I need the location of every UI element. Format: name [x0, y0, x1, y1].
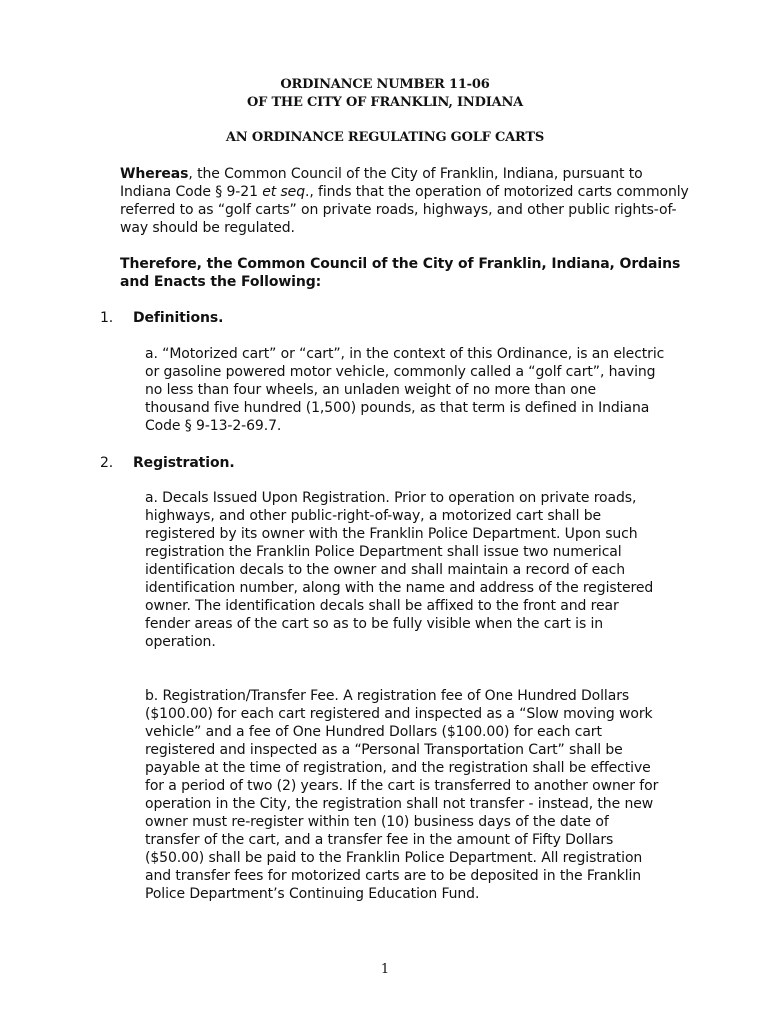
- section-definitions-heading: [100, 309, 223, 327]
- whereas-italic: et seq: [262, 184, 305, 200]
- definition-item-a: a. “Motorized cart” or “cart”, in the context of this Ordinance, is an electric or gasoline powered motor vehicle, commonly called a “golf cart”, having no less than four wheels, an unladen weight of no more than one thousand five hundred (1,500) pounds, as that term is defined in Indiana Code § 9-13-2-69.7.: [145, 346, 665, 434]
- whereas-paragraph: [100, 165, 690, 237]
- city-heading: OF THE CITY OF FRANKLIN, INDIANA: [246, 95, 524, 110]
- section-title: Definitions.: [133, 310, 224, 326]
- whereas-text-1: , the Common Council of the City of Franklin, Indiana, pursuant to Indiana Code § 9-21: [120, 166, 643, 200]
- registration-item-b: b. Registration/Transfer Fee. A registration fee of One Hundred Dollars ($100.00) for each cart registered and inspected as a “Slow moving work vehicle” and a fee of One Hundred Dollars ($100.00) for each cart registered and inspected as a “Personal Transportation Cart” shall be payable at the time of registration, and the registration shall be effective for a period of two (2) years. If the cart is transferred to another owner for operation in the City, the registration shall not transfer - instead, the new owner must re-register within ten (10) business days of the date of transfer of the cart, and a transfer fee in the amount of Fifty Dollars ($50.00) shall be paid to the Franklin Police Department. All registration and transfer fees for motorized carts are to be deposited in the Franklin Police Department’s Continuing Education Fund.: [145, 688, 659, 902]
- ordinance-title: AN ORDINANCE REGULATING GOLF CARTS: [225, 130, 545, 145]
- page-number: 1: [380, 962, 390, 977]
- section-registration-heading: [100, 454, 235, 472]
- section-number: 2.: [100, 455, 114, 471]
- whereas-text-2: ., finds that the operation of motorized carts commonly referred to as “golf carts” on private roads, highways, and other public rights-of-way should be regulated.: [120, 184, 689, 236]
- section-title: Registration.: [133, 455, 235, 471]
- therefore-paragraph: Therefore, the Common Council of the City of Franklin, Indiana, Ordains and Enacts the Following:: [120, 256, 681, 290]
- registration-item-a: a. Decals Issued Upon Registration. Prior to operation on private roads, highways, and other public-right-of-way, a motorized cart shall be registered by its owner with the Franklin Police Department. Upon such registration the Franklin Police Department shall issue two numerical identification decals to the owner and shall maintain a record of each identification number, along with the name and address of the registered owner. The identification decals shall be affixed to the front and rear fender areas of the cart so as to be fully visible when the cart is in operation.: [145, 490, 654, 650]
- whereas-lead: Whereas: [120, 166, 189, 182]
- section-number: 1.: [100, 310, 114, 326]
- ordinance-number-heading: ORDINANCE NUMBER 11-06: [280, 77, 490, 92]
